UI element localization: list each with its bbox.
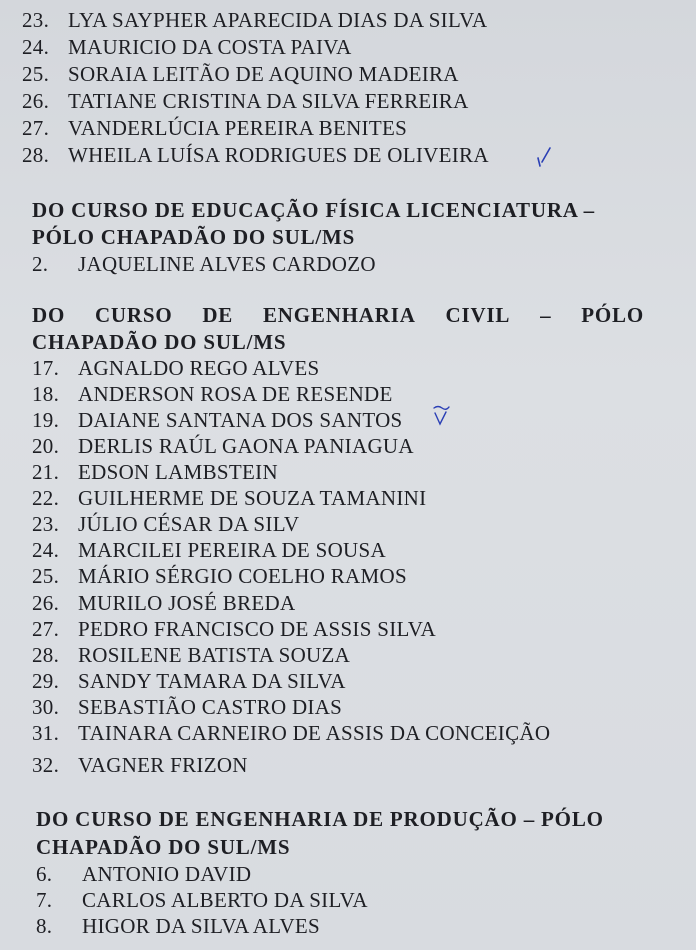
heading-word: ENGENHARIA (262, 303, 416, 327)
item-number: 28. (22, 143, 50, 167)
section-heading-engenharia-civil (32, 302, 644, 328)
item-name: JAQUELINE ALVES CARDOZO (78, 252, 376, 276)
list-item (32, 694, 342, 720)
list-item (32, 720, 550, 746)
item-number: 32. (32, 753, 60, 777)
item-name: CARLOS ALBERTO DA SILVA (82, 888, 368, 912)
item-name: HIGOR DA SILVA ALVES (82, 914, 321, 938)
list-item (32, 251, 376, 277)
item-name: TAINARA CARNEIRO DE ASSIS DA CONCEIÇÃO (78, 721, 551, 745)
item-name: MARCILEI PEREIRA DE SOUSA (78, 538, 386, 562)
list-item (32, 381, 393, 407)
item-name: VANDERLÚCIA PEREIRA BENITES (68, 116, 408, 140)
item-number: 25. (32, 564, 60, 588)
heading-word: CURSO (94, 303, 173, 327)
item-name: SORAIA LEITÃO DE AQUINO MADEIRA (68, 62, 459, 86)
section-heading-educacao-fisica (32, 197, 644, 223)
item-name: ROSILENE BATISTA SOUZA (78, 643, 351, 667)
item-number: 31. (32, 721, 60, 745)
item-name: ANTONIO DAVID (82, 862, 252, 886)
item-number: 28. (32, 643, 60, 667)
list-item (22, 7, 487, 33)
list-item (32, 355, 319, 381)
list-item (32, 407, 403, 433)
section-heading-engenharia-producao (36, 806, 650, 832)
item-name: EDSON LAMBSTEIN (78, 460, 278, 484)
heading-line-1: DO CURSO DE ENGENHARIA DE PRODUÇÃO – PÓLO (36, 807, 604, 831)
item-name: LYA SAYPHER APARECIDA DIAS DA SILVA (68, 8, 488, 32)
list-item (36, 887, 368, 913)
list-item (32, 433, 414, 459)
heading-word: DO (32, 303, 66, 327)
item-number: 7. (36, 888, 53, 912)
list-item (32, 485, 426, 511)
item-number: 23. (32, 512, 60, 536)
item-name: MURILO JOSÉ BREDA (78, 591, 296, 615)
section-subheading-polo (32, 224, 355, 250)
item-name: MÁRIO SÉRGIO COELHO RAMOS (78, 564, 407, 588)
item-name: PEDRO FRANCISCO DE ASSIS SILVA (78, 617, 436, 641)
heading-line-2: CHAPADÃO DO SUL/MS (36, 835, 291, 859)
item-number: 18. (32, 382, 60, 406)
heading-word: DE (202, 303, 234, 327)
list-item (22, 142, 489, 168)
item-number: 26. (32, 591, 60, 615)
item-number: 22. (32, 486, 60, 510)
item-name: ANDERSON ROSA DE RESENDE (78, 382, 393, 406)
item-number: 30. (32, 695, 60, 719)
item-name: GUILHERME DE SOUZA TAMANINI (78, 486, 427, 510)
list-item (32, 563, 407, 589)
item-number: 26. (22, 89, 50, 113)
item-number: 25. (22, 62, 50, 86)
list-item (32, 537, 386, 563)
section-subheading-polo (36, 834, 290, 860)
item-name: AGNALDO REGO ALVES (78, 356, 320, 380)
list-item (22, 61, 459, 87)
list-item (32, 668, 346, 694)
item-name: MAURICIO DA COSTA PAIVA (68, 35, 352, 59)
list-item (32, 511, 299, 537)
section-subheading-polo (32, 329, 286, 355)
heading-line-2: CHAPADÃO DO SUL/MS (32, 330, 287, 354)
pen-check-mark (430, 404, 452, 428)
list-item (22, 34, 352, 60)
item-name: DAIANE SANTANA DOS SANTOS (78, 408, 403, 432)
item-name: WHEILA LUÍSA RODRIGUES DE OLIVEIRA (68, 143, 489, 167)
heading-line-2: PÓLO CHAPADÃO DO SUL/MS (32, 225, 356, 249)
item-number: 8. (36, 914, 53, 938)
item-number: 29. (32, 669, 60, 693)
item-number: 17. (32, 356, 60, 380)
heading-word: – (540, 303, 552, 327)
heading-word: PÓLO (581, 303, 644, 327)
item-name: JÚLIO CÉSAR DA SILV (78, 512, 300, 536)
item-number: 20. (32, 434, 60, 458)
list-item (36, 861, 251, 887)
list-item (32, 752, 248, 778)
item-number: 27. (32, 617, 60, 641)
item-name: VAGNER FRIZON (78, 753, 248, 777)
list-item (32, 459, 278, 485)
item-name: DERLIS RAÚL GAONA PANIAGUA (78, 434, 414, 458)
item-name: SANDY TAMARA DA SILVA (78, 669, 346, 693)
list-item (22, 88, 469, 114)
item-number: 27. (22, 116, 50, 140)
pen-check-mark (534, 144, 556, 168)
list-item (32, 642, 350, 668)
item-name: SEBASTIÃO CASTRO DIAS (78, 695, 343, 719)
item-number: 21. (32, 460, 60, 484)
item-number: 23. (22, 8, 50, 32)
item-name: TATIANE CRISTINA DA SILVA FERREIRA (68, 89, 469, 113)
item-number: 19. (32, 408, 60, 432)
list-item (36, 913, 320, 939)
item-number: 2. (32, 252, 49, 276)
list-item (22, 115, 407, 141)
list-item (32, 616, 436, 642)
item-number: 24. (32, 538, 60, 562)
item-number: 6. (36, 862, 53, 886)
list-item (32, 590, 295, 616)
heading-word: CIVIL (445, 303, 511, 327)
item-number: 24. (22, 35, 50, 59)
heading-line-1: DO CURSO DE EDUCAÇÃO FÍSICA LICENCIATURA – (32, 198, 595, 222)
